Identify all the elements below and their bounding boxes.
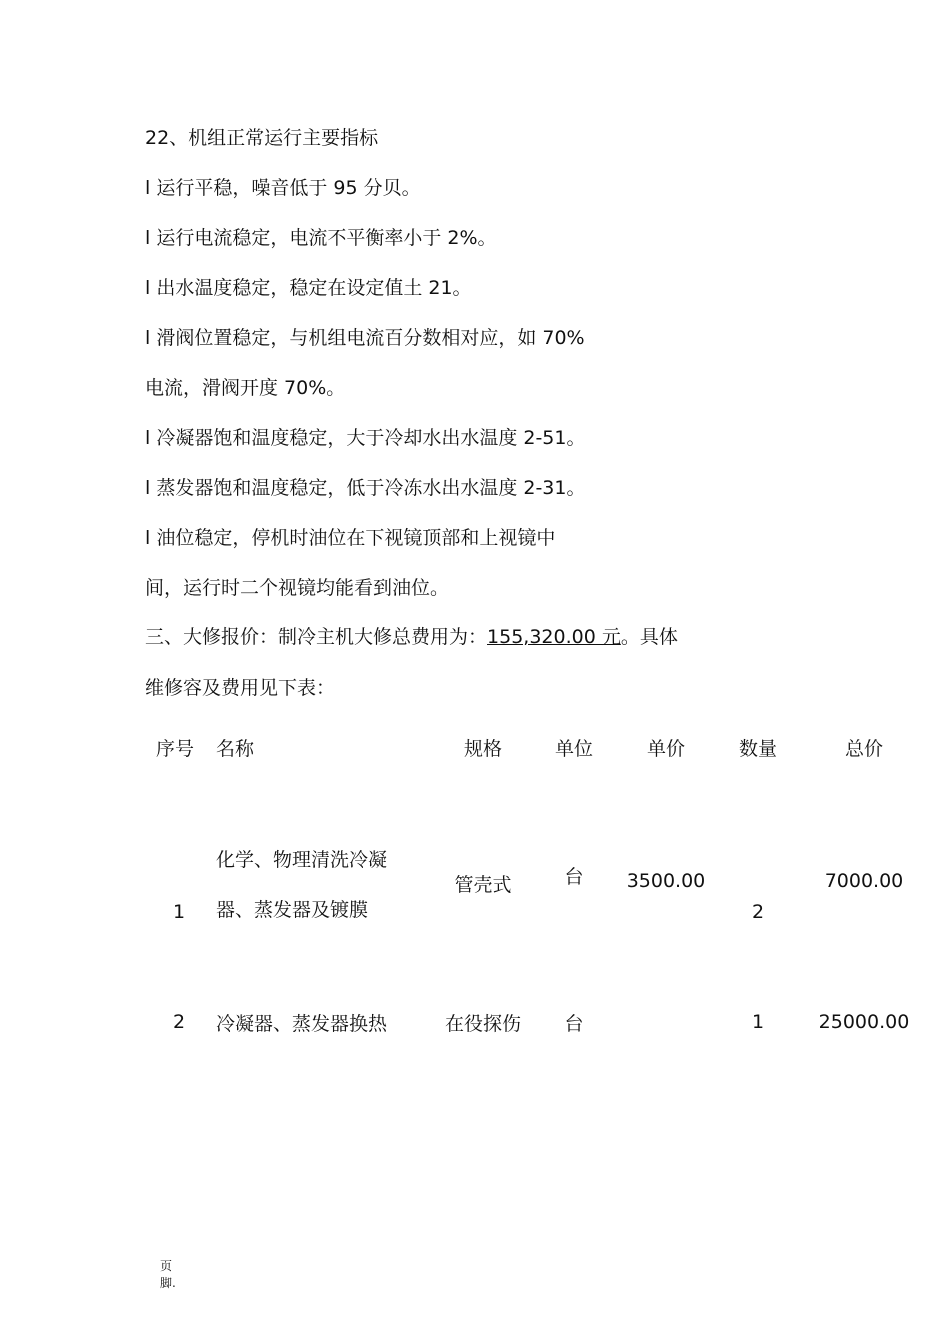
row-unit: 台	[564, 1013, 584, 1035]
footer-line2: 脚.	[160, 1276, 176, 1290]
row-unit: 台	[564, 866, 584, 888]
bullet-slide-valve-cont: 电流，滑阀开度 70%。	[145, 377, 346, 399]
page-footer	[160, 1258, 176, 1292]
quote-amount: 155,320.00 元	[487, 626, 621, 648]
quote-line	[145, 625, 678, 649]
row-no: 2	[172, 1011, 186, 1033]
row-price: 3500.00	[626, 870, 706, 892]
row-name-line1: 冷凝器、蒸发器换热	[216, 1013, 388, 1035]
row-spec: 管壳式	[454, 874, 512, 896]
row-total: 7000.00	[824, 870, 904, 892]
header-no: 序号	[155, 738, 194, 760]
header-price: 单价	[646, 738, 685, 760]
bullet-slide-valve: l 滑阀位置稳定，与机组电流百分数相对应，如 70%	[145, 327, 585, 349]
row-qty: 1	[751, 1011, 765, 1033]
header-unit: 单位	[554, 738, 593, 760]
quote-line-2: 维修容及费用见下表：	[145, 677, 336, 699]
bullet-running-smooth: l 运行平稳，噪音低于 95 分贝。	[145, 177, 421, 199]
row-total: 25000.00	[818, 1011, 910, 1033]
bullet-current-stable: l 运行电流稳定，电流不平衡率小于 2%。	[145, 227, 497, 249]
row-no: 1	[172, 901, 186, 923]
header-name: 名称	[216, 738, 255, 760]
quote-prefix: 三、大修报价：制冷主机大修总费用为：	[145, 626, 488, 648]
row-name-line1: 化学、物理清洗冷凝	[216, 849, 388, 871]
quote-suffix: 。具体	[620, 626, 678, 648]
bullet-outlet-temp: l 出水温度稳定，稳定在设定值土 21。	[145, 277, 472, 299]
bullet-evaporator-temp: l 蒸发器饱和温度稳定，低于冷冻水出水温度 2-31。	[145, 477, 586, 499]
bullet-condenser-temp: l 冷凝器饱和温度稳定，大于冷却水出水温度 2-51。	[145, 427, 586, 449]
row-spec: 在役探伤	[444, 1013, 521, 1035]
header-total: 总价	[844, 738, 883, 760]
bullet-oil-level-cont: 间，运行时二个视镜均能看到油位。	[145, 577, 450, 599]
header-spec: 规格	[463, 738, 502, 760]
section-heading-indicators: 22、机组正常运行主要指标	[145, 127, 379, 149]
footer-line1: 页	[160, 1259, 173, 1273]
row-qty: 2	[751, 901, 765, 923]
bullet-oil-level: l 油位稳定，停机时油位在下视镜顶部和上视镜中	[145, 527, 556, 549]
header-qty: 数量	[738, 738, 777, 760]
row-name-line2: 器、蒸发器及镀膜	[216, 899, 369, 921]
